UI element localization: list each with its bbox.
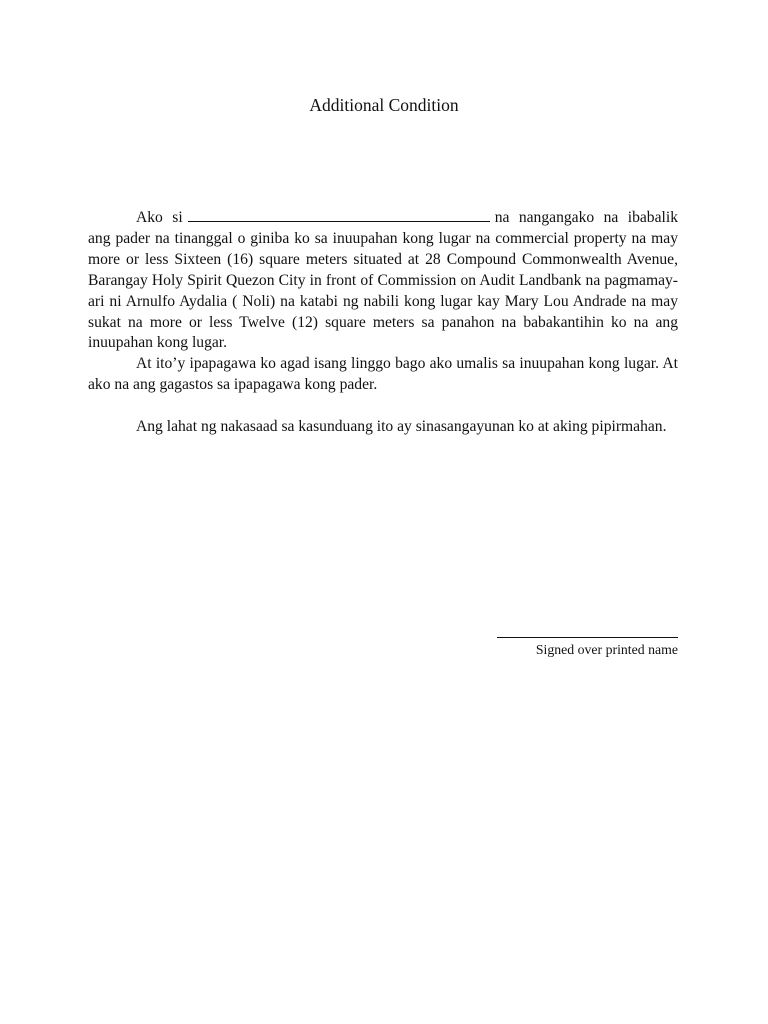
name-blank-line [188,207,490,222]
paragraph-undertaking-prefix: Ako si [136,209,183,226]
paragraph-undertaking-text: na nangangako na ibabalik ang pader na tinanggal o giniba ko sa inuupahan kong lugar na commercial property na may more or less Sixteen (16) square meters situated at 28 Compound Commonwealth Avenue, Barangay Holy Spirit Quezon City in front of Commission on Audit Landbank na pagmamay-ari ni Arnulfo Aydalia ( Noli) na katabi ng nabili kong lugar kay Mary Lou Andrade na may sukat na more or less Twelve (12) square meters sa panahon na babakantihin ko na ang inuupahan kong lugar. [88,209,678,352]
signature-line [497,637,678,638]
paragraph-undertaking [88,207,678,354]
paragraph-agreement: Ang lahat ng nakasaad sa kasunduang ito ay sinasangayunan ko at aking pipirmahan. [136,418,667,436]
document-body [88,207,678,438]
signature-label: Signed over printed name [535,642,678,657]
paragraph-schedule: At ito’y ipapagawa ko agad isang linggo bago ako umalis sa inuupahan kong lugar. At ako na ang gagastos sa ipapagawa kong pader. [88,355,678,394]
document-title: Additional Condition [309,95,459,115]
